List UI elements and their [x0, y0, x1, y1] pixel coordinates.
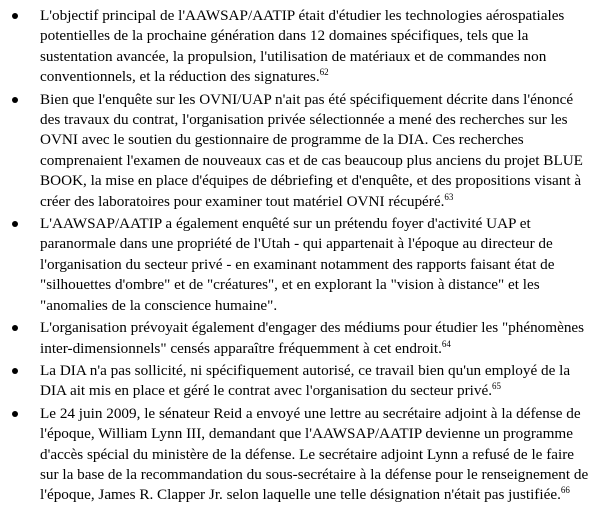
bullet-dot-icon: [12, 97, 18, 103]
bullet-text: Bien que l'enquête sur les OVNI/UAP n'ait pas été spécifiquement décrite dans l'énoncé des travaux du contrat, l'organisation privée sélectionnée a mené des recherches sur les OVNI avec le soutien du gestionnaire de programme de la DIA. Ces recherches comprenaient l'examen de nouveaux cas et de cas beaucoup plus anciens du projet BLUE BOOK, la mise en place d'équipes de débriefing et d'enquête, et des propositions visant à créer des laboratoires pour examiner tout matériel OVNI récupéré.: [40, 90, 583, 210]
bullet-dot-icon: [12, 411, 18, 417]
bullet-text: L'objectif principal de l'AAWSAP/AATIP était d'étudier les technologies aérospatiales potentielles de la prochaine génération dans 12 domaines spécifiques, tels que la sustentation avancée, la propulsion, l'utilisation de matériaux et de commandes non conventionnels, et la réduction des signatures.: [40, 7, 565, 86]
bullet-text: L'AAWSAP/AATIP a également enquêté sur un prétendu foyer d'activité UAP et paranormale dans une propriété de l'Utah - qui appartenait à l'époque au directeur de l'organisation du secteur privé - en examinant notamment des rapports faisant état de "silhouettes d'ombre" et de "créatures", et en explorant la "vision à distance" et les "anomalies de la conscience humaine".: [40, 215, 555, 314]
bullet-text: L'organisation prévoyait également d'engager des médiums pour étudier les "phénomènes inter-dimensionnels" censés apparaître fréquemment à cet endroit.: [40, 319, 585, 357]
footnote-ref[interactable]: 65: [492, 381, 501, 392]
bullet-item-3: [8, 214, 594, 316]
bullet-item-2: [8, 90, 594, 212]
bullet-text: La DIA n'a pas sollicité, ni spécifiquement autorisé, ce travail bien qu'un employé de la DIA ait mis en place et géré le contrat avec l'organisation du secteur privé.: [40, 361, 571, 400]
bullet-dot-icon: [12, 325, 18, 331]
footnote-ref[interactable]: 66: [560, 485, 570, 496]
bullet-item-4: [8, 318, 594, 359]
bullet-list: [8, 6, 594, 506]
bullet-item-5: [8, 361, 594, 402]
footnote-ref[interactable]: 63: [444, 191, 454, 202]
bullet-dot-icon: [12, 368, 18, 374]
bullet-item-1: [8, 6, 594, 88]
bullet-item-6: [8, 404, 594, 506]
bullet-text: Le 24 juin 2009, le sénateur Reid a envoyé une lettre au secrétaire adjoint à la défense de l'époque, William Lynn III, demandant que l'AAWSAP/AATIP devienne un programme d'accès spécial du ministère de la défense. Le secrétaire adjoint Lynn a refusé de le faire sur la base de la recommandation du sous-secrétaire à la défense pour le renseignement de l'époque, James R. Clapper Jr. selon laquelle une telle désignation n'était pas justifiée.: [40, 404, 589, 504]
footnote-ref[interactable]: 62: [319, 67, 329, 78]
bullet-dot-icon: [12, 221, 18, 227]
bullet-dot-icon: [12, 13, 18, 19]
footnote-ref[interactable]: 64: [441, 338, 451, 349]
